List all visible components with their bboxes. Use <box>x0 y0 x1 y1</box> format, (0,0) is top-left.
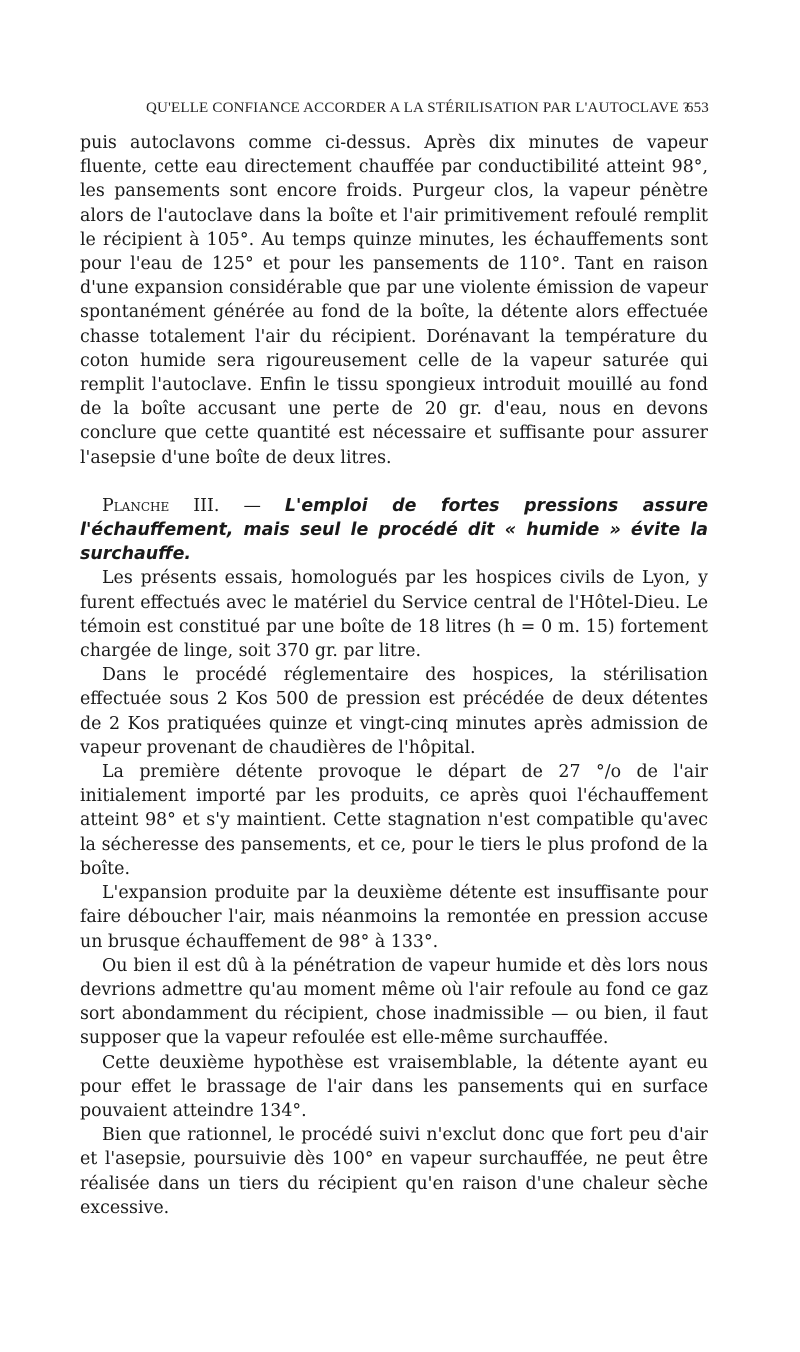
plate-label: Planche III. <box>102 495 220 516</box>
running-head-title: QU'ELLE CONFIANCE ACCORDER A LA STÉRILISATION PAR L'AUTOCLAVE ? <box>146 100 690 116</box>
page-number: 653 <box>685 100 709 116</box>
paragraph: La première détente provoque le départ de 27 °/o de l'air initialement importé par les produits, ce après quoi l'échauffement atteint 98° et s'y maintient. Cette stagnation n'est compatible qu'avec la sécheresse des pansements, et ce, pour le tiers le plus profond de la boîte. <box>80 762 708 879</box>
body-text <box>80 131 708 1220</box>
paragraph: Cette deuxième hypothèse est vraisemblable, la détente ayant eu pour effet le brassage de l'air dans les pansements qui en surface pouvaient atteindre 134°. <box>80 1052 708 1121</box>
paragraph: Ou bien il est dû à la pénétration de vapeur humide et dès lors nous devrions admettre qu'au moment même où l'air refoule au fond ce gaz sort abondamment du récipient, chose inadmissible — ou bien, il faut supposer que la vapeur refoulée est elle-même surchauffée. <box>80 955 708 1049</box>
paragraph: L'expansion produite par la deuxième détente est insuffisante pour faire déboucher l'air, mais néanmoins la remontée en pression accuse un brusque échauffement de 98° à 133°. <box>80 883 708 952</box>
paragraph: Les présents essais, homologués par les hospices civils de Lyon, y furent effectués avec le matériel du Service central de l'Hôtel-Dieu. Le témoin est constitué par une boîte de 18 litres (h = 0 m. 15) fortement chargée de linge, soit 370 gr. par litre. <box>80 568 708 662</box>
running-head <box>146 100 709 122</box>
heading-dash: — <box>219 495 285 516</box>
section-headline: L'emploi de fortes pressions assure l'échauffement, mais seul le procédé dit « humide » évite la surchauffe. <box>80 495 708 565</box>
section-heading <box>80 494 708 567</box>
paragraph: Dans le procédé réglementaire des hospices, la stérilisation effectuée sous 2 Kos 500 de pression est précédée de deux détentes de 2 Kos pratiquées quinze et vingt-cinq minutes après admission de vapeur provenant de chaudières de l'hôpital. <box>80 665 708 758</box>
paragraph-continuation: puis autoclavons comme ci-dessus. Après dix minutes de vapeur fluente, cette eau directement chauffée par conductibilité atteint 98°, les pansements sont encore froids. Purgeur clos, la vapeur pénètre alors de l'autoclave dans la boîte et l'air primitivement refoulé remplit le récipient à 105°. Au temps quinze minutes, les échauffements sont pour l'eau de 125° et pour les pansements de 110°. Tant en raison d'une expansion considérable que par une violente émission de vapeur spontanément générée au fond de la boîte, la détente alors effectuée chasse totalement l'air du récipient. Dorénavant la température du coton humide sera rigoureusement celle de la vapeur saturée qui remplit l'autoclave. Enfin le tissu spongieux introduit mouillé au fond de la boîte accusant une perte de 20 gr. d'eau, nous en devons conclure que cette quantité est nécessaire et suffisante pour assurer l'asepsie d'une boîte de deux litres. <box>80 133 708 468</box>
paragraph: Bien que rationnel, le procédé suivi n'exclut donc que fort peu d'air et l'asepsie, poursuivie dès 100° en vapeur surchauffée, ne peut être réalisée dans un tiers du récipient qu'en raison d'une chaleur sèche excessive. <box>80 1125 708 1218</box>
